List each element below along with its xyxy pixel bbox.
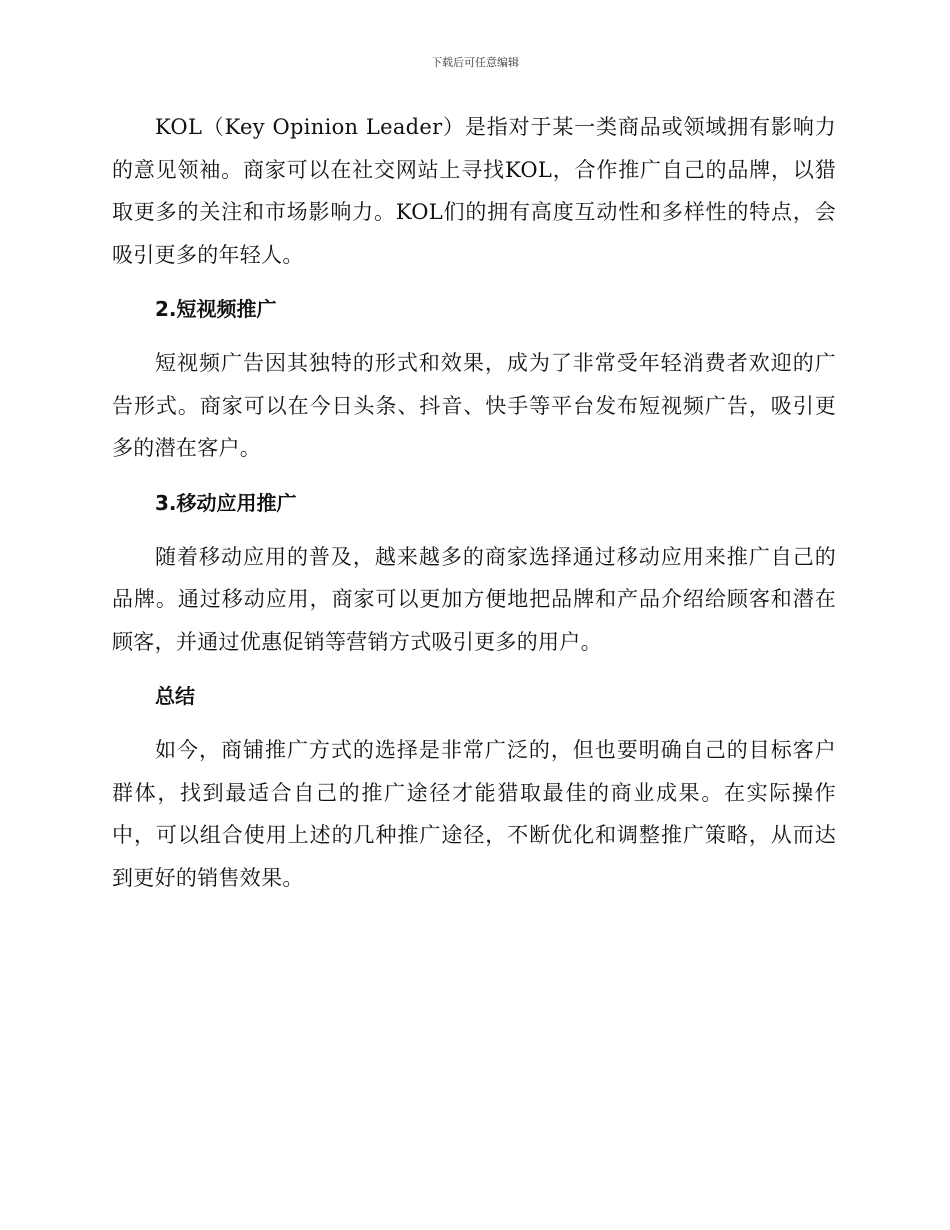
paragraph-kol: KOL（Key Opinion Leader）是指对于某一类商品或领域拥有影响力的意见领袖。商家可以在社交网站上寻找KOL，合作推广自己的品牌，以猎取更多的关注和市场影响力。KOL们的拥有高度互动性和多样性的特点，会吸引更多的年轻人。 [112, 115, 836, 267]
document-body [112, 106, 836, 911]
paragraph-mobile-app: 随着移动应用的普及，越来越多的商家选择通过移动应用来推广自己的品牌。通过移动应用，商家可以更加方便地把品牌和产品介绍给顾客和潜在顾客，并通过优惠促销等营销方式吸引更多的用户。 [112, 544, 836, 654]
paragraph-summary: 如今，商铺推广方式的选择是非常广泛的，但也要明确自己的目标客户群体，找到最适合自己的推广途径才能猎取最佳的商业成果。在实际操作中，可以组合使用上述的几种推广途径，不断优化和调整推广策略，从而达到更好的销售效果。 [112, 738, 836, 890]
heading-mobile-app: 3.移动应用推广 [155, 490, 297, 515]
paragraph-short-video: 短视频广告因其独特的形式和效果，成为了非常受年轻消费者欢迎的广告形式。商家可以在今日头条、抖音、快手等平台发布短视频广告，吸引更多的潜在客户。 [112, 351, 836, 460]
heading-summary: 总结 [155, 684, 195, 708]
heading-short-video: 2.短视频推广 [155, 297, 277, 321]
page-header: 下载后可任意编辑 [431, 56, 519, 69]
